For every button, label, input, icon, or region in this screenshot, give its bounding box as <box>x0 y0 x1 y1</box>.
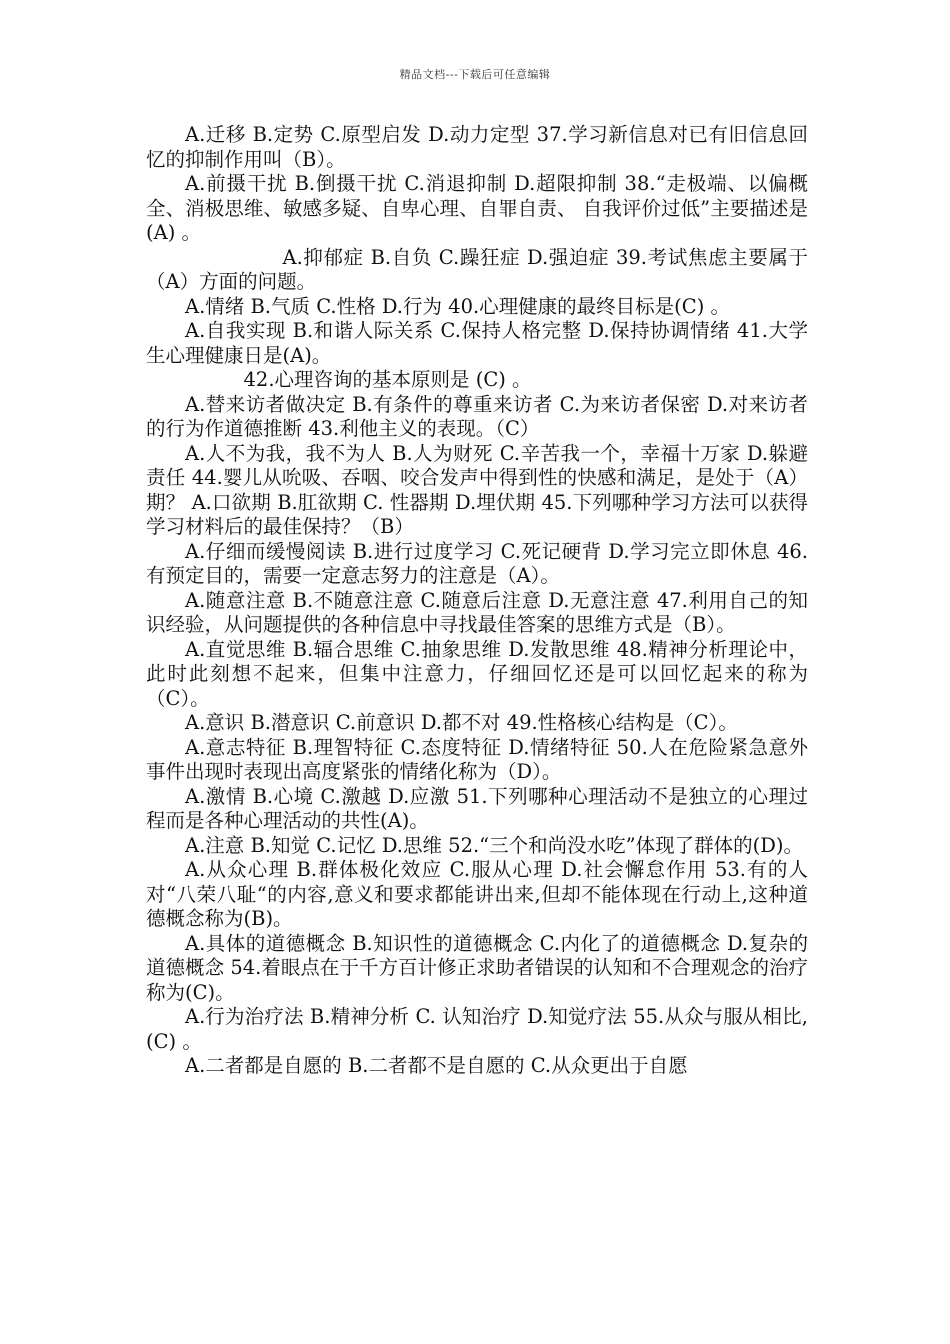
paragraph: 42.心理咨询的基本原则是 (C) 。 <box>243 368 532 391</box>
paragraph: A.前摄干扰 B.倒摄干扰 C.消退抑制 D.超限抑制 38.“走极端、以偏概全、消极思维、敏感多疑、自卑心理、自罪自责、 自我评价过低”主要描述是(A) 。 <box>146 172 808 244</box>
paragraph: A.抑郁症 B.自负 C.躁狂症 D.强迫症 39.考试焦虑主要属于（A）方面的问题。 <box>146 245 808 293</box>
paragraph: A.意识 B.潜意识 C.前意识 D.都不对 49.性格核心结构是（C）。 <box>185 711 738 734</box>
paragraph: A.从众心理 B.群体极化效应 C.服从心理 D.社会懈怠作用 53.有的人对“八荣八耻“的内容,意义和要求都能讲出来,但却不能体现在行动上,这种道德概念称为(B)。 <box>146 858 808 930</box>
paragraph: A.行为治疗法 B.精神分析 C. 认知治疗 D.知觉疗法 55.从众与服从相比,(C) 。 <box>146 1005 808 1053</box>
document-body <box>146 123 808 1079</box>
paragraph: A.人不为我，我不为人 B.人为财死 C.辛苦我一个，幸福十万家 D.躲避责任 44.婴儿从吮吸、吞咽、咬合发声中得到性的快感和满足，是处于（A）期？ A.口欲期 B.肛欲期 C. 性器期 D.埋伏期 45.下列哪种学习方法可以获得学习材料后的最佳保持？（B） <box>146 441 808 538</box>
paragraph: A.仔细而缓慢阅读 B.进行过度学习 C.死记硬背 D.学习完立即休息 46.有预定目的，需要一定意志努力的注意是（A）。 <box>146 539 808 587</box>
paragraph: A.注意 B.知觉 C.记忆 D.思维 52.“三个和尚没水吃”体现了群体的(D)。 <box>185 833 803 857</box>
paragraph: A.迁移 B.定势 C.原型启发 D.动力定型 37.学习新信息对已有旧信息回忆的抑制作用叫（B）。 <box>146 123 808 171</box>
paragraph: A.替来访者做决定 B.有条件的尊重来访者 C.为来访者保密 D.对来访者的行为作道德推断 43.利他主义的表现。（C） <box>146 392 808 440</box>
paragraph: A.二者都是自愿的 B.二者都不是自愿的 C.从众更出于自愿 <box>185 1054 688 1077</box>
paragraph: A.直觉思维 B.辐合思维 C.抽象思维 D.发散思维 48.精神分析理论中，此时此刻想不起来，但集中注意力，仔细回忆还是可以回忆起来的称为（C）。 <box>146 637 808 710</box>
paragraph: A.自我实现 B.和谐人际关系 C.保持人格完整 D.保持协调情绪 41.大学生心理健康日是(A)。 <box>146 319 808 367</box>
paragraph: A.具体的道德概念 B.知识性的道德概念 C.内化了的道德概念 D.复杂的道德概念 54.着眼点在于千方百计修正求助者错误的认知和不合理观念的治疗称为(C)。 <box>146 931 808 1004</box>
paragraph: A.意志特征 B.理智特征 C.态度特征 D.情绪特征 50.人在危险紧急意外事件出现时表现出高度紧张的情绪化称为（D）。 <box>146 735 808 783</box>
paragraph: A.激情 B.心境 C.激越 D.应激 51.下列哪种心理活动不是独立的心理过程而是各种心理活动的共性(A)。 <box>146 784 808 832</box>
paragraph: A.随意注意 B.不随意注意 C.随意后注意 D.无意注意 47.利用自己的知识经验，从问题提供的各种信息中寻找最佳答案的思维方式是（B）。 <box>146 588 808 636</box>
paragraph: A.情绪 B.气质 C.性格 D.行为 40.心理健康的最终目标是(C) 。 <box>185 294 731 318</box>
page-header: 精品文档---下载后可任意编辑 <box>399 68 551 81</box>
